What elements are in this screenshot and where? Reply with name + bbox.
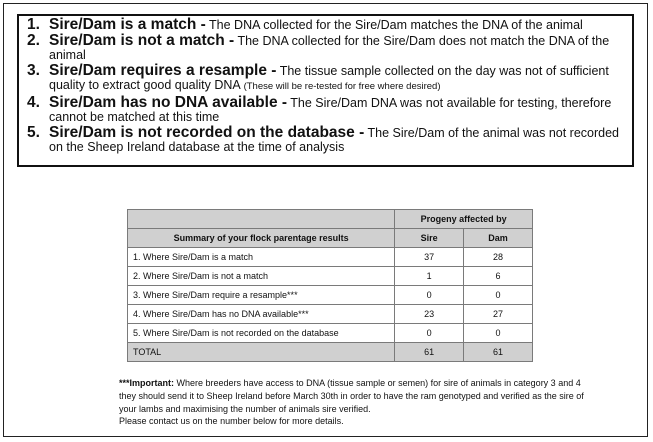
total-sire: 61 [395,343,464,362]
sire-count: 1 [395,267,464,286]
definition-text: The Sire/Dam DNA was not available for testing, therefore cannot be matched at this time [49,95,612,124]
dam-count: 6 [464,267,533,286]
sire-count: 23 [395,305,464,324]
important-label: ***Important: [119,378,175,388]
row-label: 3. Where Sire/Dam require a resample*** [128,286,395,305]
definition-number: 1. [27,16,40,33]
definition-text: The Sire/Dam of the animal was not recorded on the Sheep Ireland database at the time of analysis [49,125,620,154]
row-label: 2. Where Sire/Dam is not a match [128,267,395,286]
definition-heading: Sire/Dam is a match - [49,16,206,33]
total-dam: 61 [464,343,533,362]
definition-number: 3. [27,61,40,79]
total-label: TOTAL [128,343,395,362]
total-row [128,343,533,362]
table-row [128,305,533,324]
dam-count: 27 [464,305,533,324]
definition-item [27,18,624,33]
definition-item [27,61,624,95]
dam-column-header: Dam [464,229,533,248]
important-text: Where breeders have access to DNA (tissue sample or semen) for sire of animals in category 3 and 4 they should send it to Sheep Ireland before March 30th in order to have the ram genotyped and verified as the sire of your lambs and maximising the number of animals sire verified. [119,378,584,414]
progeny-affected-header: Progeny affected by [395,210,533,229]
row-label: 1. Where Sire/Dam is a match [128,248,395,267]
table-row [128,267,533,286]
dam-count: 28 [464,248,533,267]
definition-number: 5. [27,123,40,141]
definition-text: The tissue sample collected on the day was not of sufficient quality to extract good quality DNA [49,63,609,92]
definition-heading: Sire/Dam is not a match - [49,31,235,49]
definition-text: The DNA collected for the Sire/Dam matches the DNA of the animal [209,18,583,32]
sire-column-header: Sire [395,229,464,248]
definition-heading: Sire/Dam has no DNA available - [49,93,288,111]
table-row [128,286,533,305]
row-label: 4. Where Sire/Dam has no DNA available*** [128,305,395,324]
result-definitions-box [17,14,634,167]
parentage-summary-table [127,209,533,362]
definition-text: The DNA collected for the Sire/Dam does not match the DNA of the animal [49,33,610,62]
table-row [128,248,533,267]
definition-number: 4. [27,93,40,111]
sire-count: 0 [395,286,464,305]
dam-count: 0 [464,324,533,343]
definition-item [27,123,624,155]
dam-count: 0 [464,286,533,305]
sire-count: 0 [395,324,464,343]
summary-header: Summary of your flock parentage results [128,229,395,248]
table-corner-cell [128,210,395,229]
definition-note: (These will be re-tested for free where desired) [243,81,441,92]
table-row [128,324,533,343]
row-label: 5. Where Sire/Dam is not recorded on the database [128,324,395,343]
definition-heading: Sire/Dam is not recorded on the database - [49,123,365,141]
definition-item [27,93,624,125]
contact-text: Please contact us on the number below for more details. [119,416,344,427]
definition-number: 2. [27,31,40,49]
sire-count: 37 [395,248,464,267]
definition-heading: Sire/Dam requires a resample - [49,61,277,79]
definition-item [27,31,624,63]
important-note [119,377,589,428]
